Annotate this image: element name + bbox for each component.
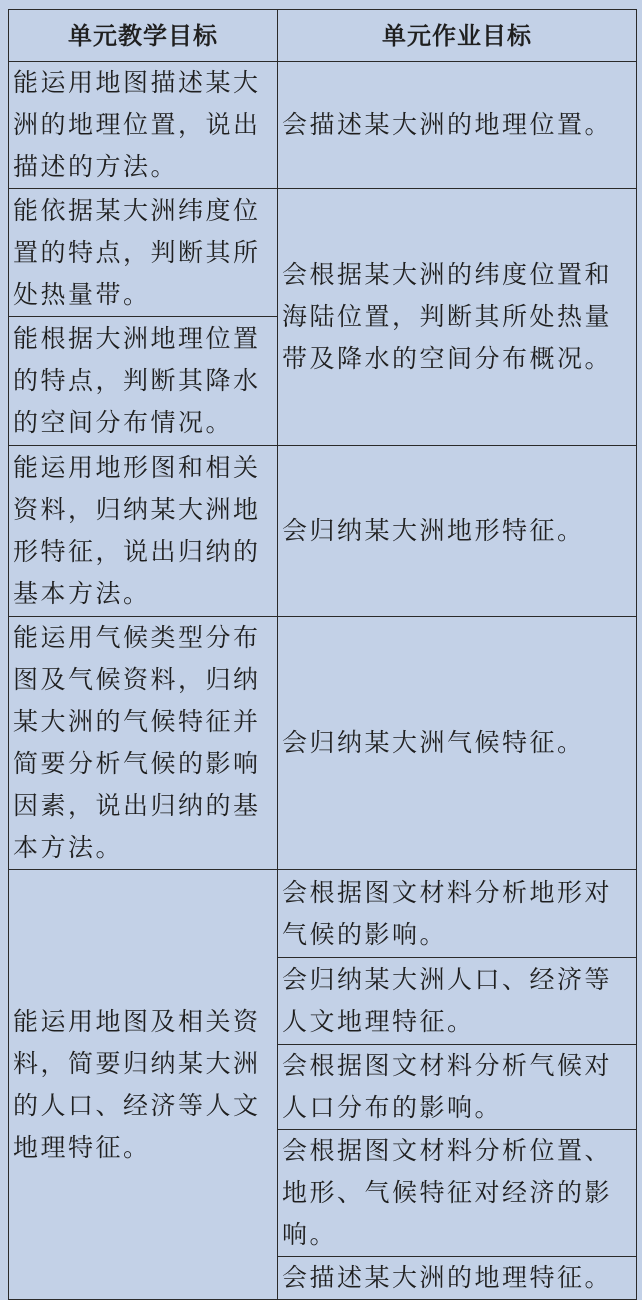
homework-goal-cell: 会归纳某大洲地形特征。	[278, 446, 637, 617]
table-row	[9, 446, 637, 617]
teaching-goal-cell: 能运用地形图和相关资料，归纳某大洲地形特征，说出归纳的基本方法。	[9, 446, 278, 617]
table-row	[9, 870, 637, 958]
header-teaching-goal: 单元教学目标	[9, 10, 278, 62]
table-row	[9, 617, 637, 870]
homework-goal-cell: 会描述某大洲的地理特征。	[278, 1257, 637, 1300]
table-row	[9, 189, 637, 317]
header-homework-goal: 单元作业目标	[278, 10, 637, 62]
table-row	[9, 62, 637, 189]
table-header-row	[9, 10, 637, 62]
homework-goal-cell: 会归纳某大洲人口、经济等人文地理特征。	[278, 958, 637, 1045]
homework-goal-cell: 会根据某大洲的纬度位置和海陆位置，判断其所处热量带及降水的空间分布概况。	[278, 189, 637, 446]
teaching-goal-cell: 能依据某大洲纬度位置的特点，判断其所处热量带。	[9, 189, 278, 317]
teaching-goal-cell: 能运用地图描述某大洲的地理位置，说出描述的方法。	[9, 62, 278, 189]
homework-goal-cell: 会描述某大洲的地理位置。	[278, 62, 637, 189]
teaching-goal-cell: 能根据大洲地理位置的特点，判断其降水的空间分布情况。	[9, 317, 278, 446]
homework-goal-cell: 会根据图文材料分析气候对人口分布的影响。	[278, 1045, 637, 1130]
homework-goal-cell: 会归纳某大洲气候特征。	[278, 617, 637, 870]
homework-goal-cell: 会根据图文材料分析地形对气候的影响。	[278, 870, 637, 958]
teaching-goal-cell: 能运用气候类型分布图及气候资料，归纳某大洲的气候特征并简要分析气候的影响因素，说出归纳的基本方法。	[9, 617, 278, 870]
goals-table	[8, 9, 637, 1300]
teaching-goal-cell: 能运用地图及相关资料，简要归纳某大洲的人口、经济等人文地理特征。	[9, 870, 278, 1300]
homework-goal-cell: 会根据图文材料分析位置、地形、气候特征对经济的影响。	[278, 1130, 637, 1257]
